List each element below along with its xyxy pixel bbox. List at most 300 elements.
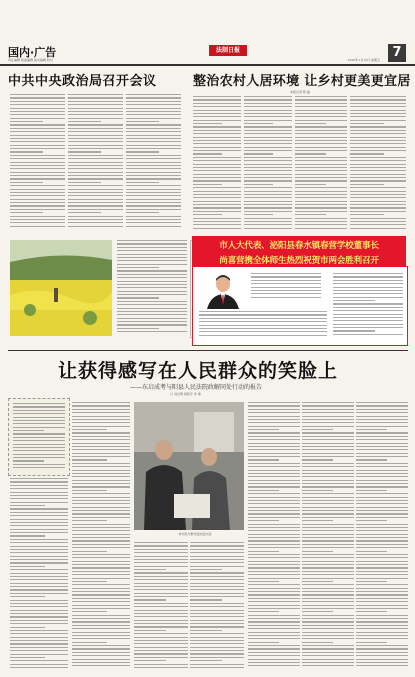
text-line xyxy=(190,599,222,600)
text-line xyxy=(10,199,65,200)
text-line xyxy=(193,143,241,144)
text-line xyxy=(126,212,159,213)
text-line xyxy=(134,630,166,631)
text-line xyxy=(134,657,188,658)
text-line xyxy=(126,135,181,136)
text-line xyxy=(244,130,292,131)
text-line xyxy=(302,426,354,427)
text-line xyxy=(248,534,300,535)
text-line xyxy=(10,138,65,139)
text-line xyxy=(244,170,292,171)
text-line xyxy=(302,473,354,474)
text-line xyxy=(126,141,181,142)
text-line xyxy=(244,120,292,121)
text-line xyxy=(356,527,408,528)
text-line xyxy=(10,508,68,509)
text-line xyxy=(244,147,292,148)
text-line xyxy=(72,598,130,599)
text-line xyxy=(244,96,292,97)
text-line xyxy=(248,527,300,528)
text-line xyxy=(356,648,408,649)
text-line xyxy=(295,126,347,127)
text-line xyxy=(302,463,354,464)
text-line xyxy=(193,187,241,188)
text-line xyxy=(244,106,292,107)
text-line xyxy=(248,449,300,450)
text-line xyxy=(350,140,406,141)
text-line xyxy=(117,270,187,271)
text-line xyxy=(190,653,244,654)
text-line xyxy=(193,221,241,222)
text-line xyxy=(302,534,354,535)
text-line xyxy=(302,500,354,501)
text-line xyxy=(190,660,222,661)
text-line xyxy=(72,665,130,666)
text-line xyxy=(134,640,188,641)
text-line xyxy=(248,567,300,568)
text-line xyxy=(244,204,292,205)
text-line xyxy=(72,486,130,487)
text-line xyxy=(350,133,406,134)
section-title: 国内·广告 xyxy=(8,46,57,59)
text-line xyxy=(356,642,387,643)
text-line xyxy=(248,510,300,511)
text-line xyxy=(68,124,123,125)
text-line xyxy=(295,157,347,158)
text-line xyxy=(13,413,65,414)
text-line xyxy=(248,432,300,433)
text-line xyxy=(356,540,408,541)
text-line xyxy=(302,405,354,406)
text-line xyxy=(72,480,130,481)
text-line xyxy=(134,559,188,560)
text-line xyxy=(117,243,187,244)
text-line xyxy=(356,439,408,440)
text-line xyxy=(68,155,123,156)
text-line xyxy=(248,402,300,403)
text-line xyxy=(356,591,408,592)
text-line xyxy=(350,177,406,178)
text-line xyxy=(72,426,130,427)
text-line xyxy=(356,500,408,501)
text-line xyxy=(356,466,408,467)
text-line xyxy=(117,247,187,248)
text-line xyxy=(10,108,65,109)
text-line xyxy=(251,297,321,298)
text-line xyxy=(134,667,188,668)
text-line xyxy=(117,274,187,275)
text-line xyxy=(295,224,347,225)
text-line xyxy=(193,194,241,195)
text-line xyxy=(295,204,347,205)
text-line xyxy=(134,620,188,621)
text-line xyxy=(117,264,187,265)
text-line xyxy=(10,606,68,607)
text-line xyxy=(302,608,354,609)
text-line xyxy=(72,473,130,474)
text-line xyxy=(72,554,130,555)
text-line xyxy=(10,637,68,638)
text-line xyxy=(356,557,408,558)
text-line xyxy=(302,466,354,467)
text-line xyxy=(10,610,68,611)
ad-text-right xyxy=(333,273,403,339)
text-line xyxy=(190,630,222,631)
text-line xyxy=(248,652,300,653)
text-line xyxy=(350,150,406,151)
text-line xyxy=(356,611,387,612)
text-line xyxy=(72,615,130,616)
text-line xyxy=(350,228,406,229)
text-line xyxy=(10,118,65,119)
text-line xyxy=(248,456,300,457)
text-line xyxy=(248,581,279,582)
text-line xyxy=(333,324,403,325)
text-line xyxy=(244,157,292,158)
text-line xyxy=(356,578,408,579)
text-line xyxy=(302,618,354,619)
text-line xyxy=(117,294,187,295)
text-line xyxy=(134,566,188,567)
text-line xyxy=(10,583,68,584)
text-line xyxy=(302,584,354,585)
text-line xyxy=(248,476,300,477)
text-line xyxy=(302,449,354,450)
text-line xyxy=(134,599,166,600)
text-line xyxy=(117,291,187,292)
text-line xyxy=(13,467,65,468)
text-line xyxy=(251,276,321,277)
text-line xyxy=(302,507,354,508)
text-line xyxy=(295,228,347,229)
text-line xyxy=(10,650,68,651)
text-line xyxy=(302,490,333,491)
text-line xyxy=(356,574,408,575)
text-line xyxy=(193,153,222,154)
text-line xyxy=(302,443,354,444)
text-line xyxy=(302,453,354,454)
text-line xyxy=(248,540,300,541)
text-line xyxy=(356,405,408,406)
text-line xyxy=(248,628,300,629)
text-line xyxy=(333,327,403,328)
text-line xyxy=(126,148,181,149)
text-line xyxy=(68,111,123,112)
text-line xyxy=(190,583,244,584)
text-line xyxy=(134,593,188,594)
text-line xyxy=(333,283,403,284)
text-line xyxy=(350,180,406,181)
text-line xyxy=(333,307,403,308)
text-line xyxy=(72,446,130,447)
ad-text-bottom xyxy=(199,311,327,341)
text-line xyxy=(350,96,406,97)
text-line xyxy=(68,141,123,142)
text-line xyxy=(10,505,45,506)
text-line xyxy=(356,412,408,413)
text-line xyxy=(126,185,181,186)
text-line xyxy=(248,632,300,633)
text-line xyxy=(10,640,68,641)
text-line xyxy=(72,517,130,518)
text-line xyxy=(302,513,354,514)
text-line xyxy=(72,611,107,612)
text-line xyxy=(199,318,327,319)
text-line xyxy=(10,657,45,658)
text-line xyxy=(295,160,347,161)
text-line xyxy=(356,584,408,585)
text-line xyxy=(68,101,123,102)
text-line xyxy=(356,480,408,481)
text-line xyxy=(13,460,44,461)
text-line xyxy=(10,145,65,146)
court-photo-svg xyxy=(134,402,244,530)
text-line xyxy=(68,168,123,169)
text-line xyxy=(248,621,300,622)
text-line xyxy=(190,657,244,658)
bottom-col-2 xyxy=(72,402,130,673)
text-line xyxy=(134,589,188,590)
text-line xyxy=(193,201,241,202)
text-line xyxy=(248,598,300,599)
text-line xyxy=(126,182,159,183)
text-line xyxy=(10,141,65,142)
text-line xyxy=(117,314,187,315)
text-line xyxy=(244,228,292,229)
text-line xyxy=(350,170,406,171)
text-line xyxy=(13,454,65,455)
text-line xyxy=(10,128,65,129)
text-line xyxy=(10,654,68,655)
text-line xyxy=(117,318,187,319)
text-line xyxy=(193,170,241,171)
text-line xyxy=(117,254,187,255)
text-line xyxy=(302,459,333,460)
text-line xyxy=(117,240,187,241)
text-line xyxy=(356,608,408,609)
text-line xyxy=(126,205,181,206)
text-line xyxy=(68,165,123,166)
text-line xyxy=(356,459,387,460)
text-line xyxy=(295,194,347,195)
text-line xyxy=(126,172,181,173)
text-line xyxy=(302,520,333,521)
text-line xyxy=(10,165,65,166)
text-line xyxy=(10,667,68,668)
text-line xyxy=(302,564,354,565)
text-line xyxy=(68,199,123,200)
text-line xyxy=(72,436,130,437)
text-line xyxy=(72,483,130,484)
text-line xyxy=(356,456,408,457)
text-line xyxy=(350,120,406,121)
text-line xyxy=(356,621,408,622)
text-line xyxy=(10,202,65,203)
text-line xyxy=(333,280,403,281)
text-line xyxy=(302,510,354,511)
brand-text: 法制日报 xyxy=(215,47,240,54)
text-line xyxy=(72,456,130,457)
text-line xyxy=(295,133,347,134)
text-line xyxy=(190,566,244,567)
page-number-box xyxy=(388,44,406,62)
text-line xyxy=(190,559,244,560)
text-line xyxy=(302,628,354,629)
text-line xyxy=(134,542,188,543)
text-line xyxy=(302,527,354,528)
text-line xyxy=(193,157,241,158)
text-line xyxy=(72,439,130,440)
text-line xyxy=(302,409,354,410)
text-line xyxy=(68,175,123,176)
text-line xyxy=(199,314,327,315)
bottom-col-4 xyxy=(190,542,244,673)
text-line xyxy=(10,633,68,634)
text-line xyxy=(68,192,123,193)
text-line xyxy=(117,328,159,329)
text-line xyxy=(126,151,159,152)
text-line xyxy=(295,164,347,165)
text-line xyxy=(134,653,188,654)
text-line xyxy=(248,662,300,663)
text-line xyxy=(10,492,68,493)
text-line xyxy=(356,497,408,498)
text-line xyxy=(10,529,68,530)
text-line xyxy=(10,556,68,557)
text-line xyxy=(356,632,408,633)
text-line xyxy=(295,137,347,138)
text-line xyxy=(295,113,347,114)
text-line xyxy=(356,635,408,636)
text-line xyxy=(302,598,354,599)
text-line xyxy=(190,593,244,594)
text-line xyxy=(333,310,403,311)
text-line xyxy=(72,422,130,423)
text-line xyxy=(193,130,241,131)
text-line xyxy=(248,611,279,612)
text-line xyxy=(248,524,300,525)
text-line xyxy=(295,153,326,154)
text-line xyxy=(350,153,384,154)
text-line xyxy=(350,130,406,131)
text-line xyxy=(333,300,375,301)
text-line xyxy=(302,412,354,413)
text-line xyxy=(356,490,387,491)
text-line xyxy=(248,416,300,417)
text-line xyxy=(10,549,68,550)
text-line xyxy=(244,207,292,208)
text-line xyxy=(72,648,130,649)
text-line xyxy=(248,422,300,423)
text-line xyxy=(302,557,354,558)
text-line xyxy=(126,101,181,102)
text-line xyxy=(251,293,321,294)
text-line xyxy=(356,517,408,518)
text-line xyxy=(117,267,159,268)
text-line xyxy=(72,534,130,535)
text-line xyxy=(295,96,347,97)
text-line xyxy=(72,608,130,609)
text-line xyxy=(302,540,354,541)
text-line xyxy=(248,490,279,491)
text-line xyxy=(190,556,244,557)
text-line xyxy=(295,207,347,208)
text-line xyxy=(126,138,181,139)
text-line xyxy=(302,439,354,440)
text-line xyxy=(295,110,347,111)
text-line xyxy=(193,106,241,107)
text-line xyxy=(302,419,354,420)
text-line xyxy=(72,638,130,639)
left-article-col-3 xyxy=(126,94,181,232)
text-line xyxy=(68,216,123,217)
text-line xyxy=(251,287,321,288)
text-line xyxy=(193,228,241,229)
text-line xyxy=(244,174,292,175)
text-line xyxy=(72,591,130,592)
text-line xyxy=(134,664,188,665)
text-line xyxy=(10,222,65,223)
text-line xyxy=(302,402,354,403)
text-line xyxy=(68,108,123,109)
text-line xyxy=(350,106,406,107)
text-line xyxy=(72,567,130,568)
text-line xyxy=(72,605,130,606)
text-line xyxy=(126,145,181,146)
text-line xyxy=(248,517,300,518)
text-line xyxy=(10,178,65,179)
text-line xyxy=(193,177,241,178)
ad-title-line-2: 尚喜营携全体师生热烈祝贺市两会胜利召开 xyxy=(219,256,379,266)
text-line xyxy=(134,549,188,550)
text-line xyxy=(190,586,244,587)
text-line xyxy=(10,216,65,217)
text-line xyxy=(13,420,65,421)
text-line xyxy=(134,562,188,563)
text-line xyxy=(248,412,300,413)
text-line xyxy=(248,635,300,636)
text-line xyxy=(356,601,408,602)
text-line xyxy=(190,650,244,651)
text-line xyxy=(356,594,408,595)
text-line xyxy=(302,581,333,582)
text-line xyxy=(10,535,45,536)
text-line xyxy=(193,167,241,168)
text-line xyxy=(134,552,188,553)
text-line xyxy=(248,493,300,494)
text-line xyxy=(248,571,300,572)
text-line xyxy=(350,197,406,198)
ad-title-line-1: 市人大代表、泌阳县春水镇春营学校董事长 xyxy=(219,241,379,251)
text-line xyxy=(356,402,408,403)
text-line xyxy=(72,588,130,589)
bottom-byline: 口 刘志明 周新宇 李 健 xyxy=(170,392,201,396)
text-line xyxy=(134,569,166,570)
text-line xyxy=(134,647,188,648)
text-line xyxy=(68,222,123,223)
text-line xyxy=(68,128,123,129)
bottom-col-3 xyxy=(134,542,188,673)
text-line xyxy=(10,205,65,206)
text-line xyxy=(244,143,292,144)
text-line xyxy=(126,118,181,119)
text-line xyxy=(10,114,65,115)
text-line xyxy=(10,182,43,183)
court-photo-caption: 审判员与群众面对面交流 xyxy=(178,532,212,536)
text-line xyxy=(193,174,241,175)
text-line xyxy=(68,118,123,119)
text-line xyxy=(248,615,300,616)
